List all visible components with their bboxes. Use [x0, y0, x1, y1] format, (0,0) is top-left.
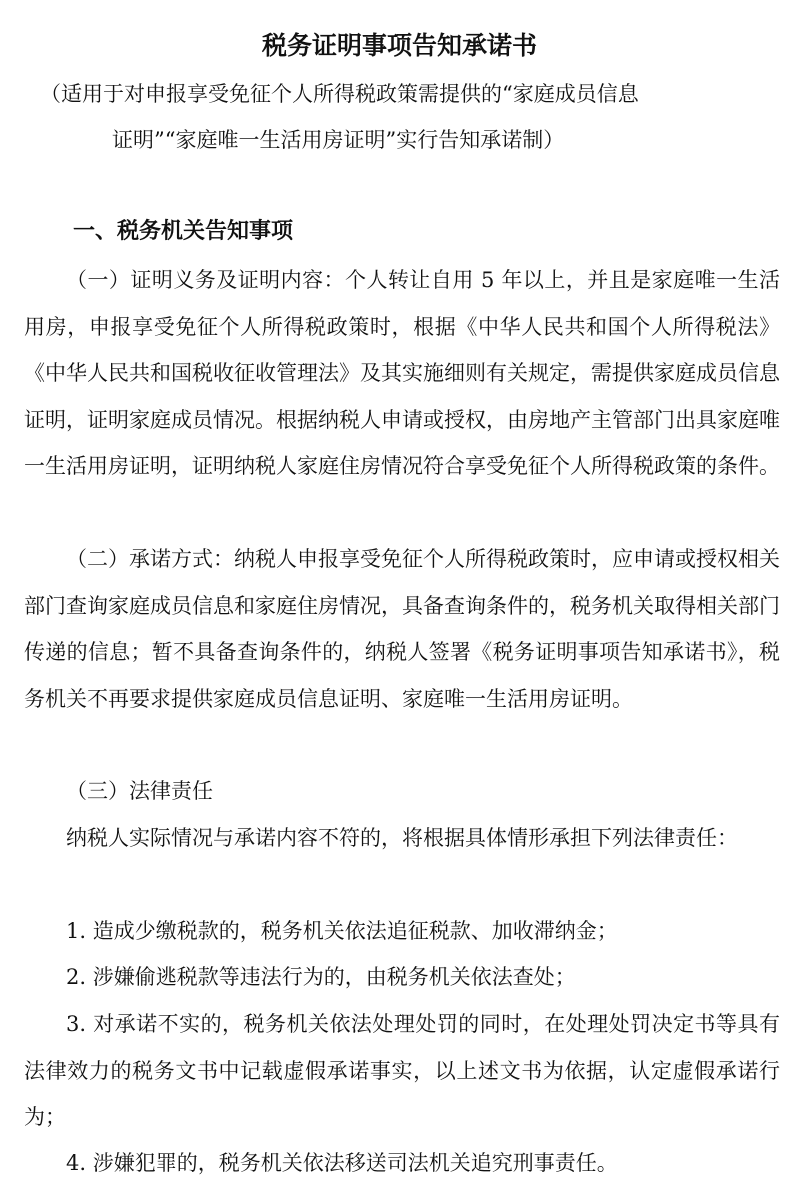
- section-heading: 一、税务机关告知事项: [73, 219, 294, 244]
- document-title: 税务证明事项告知承诺书: [261, 31, 537, 60]
- list-item: 2. 涉嫌偷逃税款等违法行为的，由税务机关依法查处；: [66, 965, 576, 989]
- legal-liability-heading: （三）法律责任: [66, 779, 213, 803]
- paragraph-commitment-method: [24, 536, 780, 722]
- legal-liability-intro: 纳税人实际情况与承诺内容不符的，将根据具体情形承担下列法律责任：: [66, 826, 738, 850]
- list-item: 3. 对承诺不实的，税务机关依法处理处罚的同时，在处理处罚决定书等具有法律效力的税务文书中记载虚假承诺事实，以上述文书为依据，认定虚假承诺行为；: [24, 1012, 780, 1129]
- paragraph-label: （一）证明义务及证明内容：: [66, 268, 346, 292]
- paragraph-label: （二）承诺方式：: [66, 547, 234, 571]
- list-item: 4. 涉嫌犯罪的，税务机关依法移送司法机关追究刑事责任。: [66, 1151, 618, 1175]
- list-item: 1. 造成少缴税款的，税务机关依法追征税款、加收滞纳金；: [66, 919, 618, 943]
- document-subtitle-line2: 证明”“家庭唯一生活用房证明”实行告知承诺制）: [112, 128, 565, 152]
- paragraph-text: 纳税人申报享受免征个人所得税政策时，应申请或授权相关部门查询家庭成员信息和家庭住房情况，具备查询条件的，税务机关取得相关部门传递的信息；暂不具备查询条件的，纳税人签署《税务证明事项告知承诺书》，税务机关不再要求提供家庭成员信息证明、家庭唯一生活用房证明。: [24, 547, 780, 711]
- paragraph-proof-obligation: [24, 257, 780, 490]
- paragraph-text: 个人转让自用 5 年以上，并且是家庭唯一生活用房，申报享受免征个人所得税政策时，根据《中华人民共和国个人所得税法》《中华人民共和国税收征收管理法》及其实施细则有关规定，需提供家庭成员信息证明，证明家庭成员情况。根据纳税人申请或授权，由房地产主管部门出具家庭唯一生活用房证明，证明纳税人家庭住房情况符合享受免征个人所得税政策的条件。: [24, 268, 781, 478]
- document-subtitle-line1: （适用于对申报享受免征个人所得税政策需提供的“家庭成员信息: [40, 82, 639, 106]
